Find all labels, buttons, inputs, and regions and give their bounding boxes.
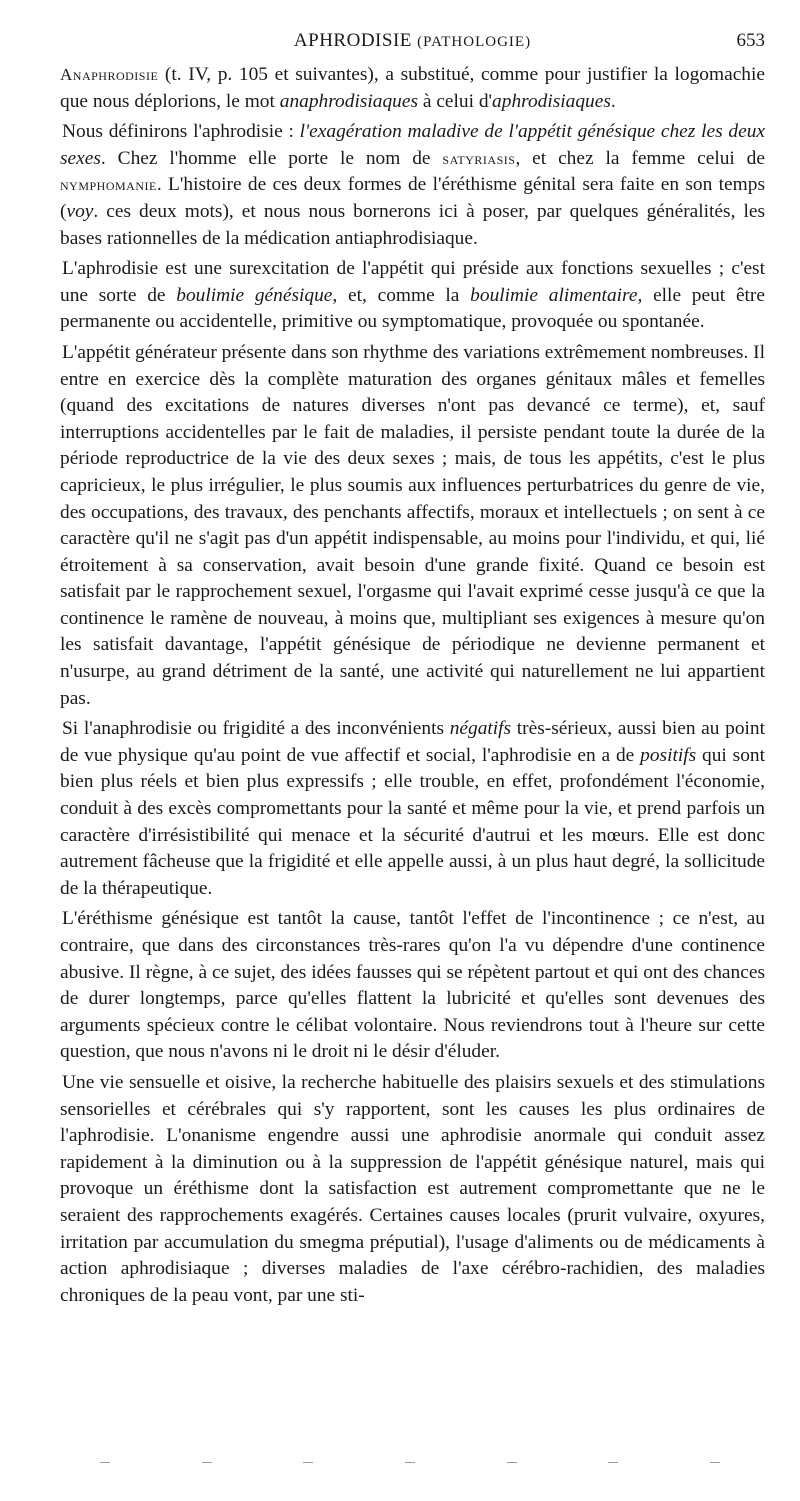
italic-phrase: aphrodisiaques bbox=[492, 90, 611, 112]
text-run: , elle peut être permanente ou accidentelle, primitive ou symptomatique, provoquée ou spontanée. bbox=[60, 284, 765, 333]
text-run: (t. IV, p. 105 et suivantes), a substitué, comme pour justifier la logomachie que nous déplorions, le mot bbox=[60, 64, 765, 112]
text-run: . Chez l'homme elle porte le nom de bbox=[100, 147, 443, 169]
text-run: L'appétit générateur présente dans son rhythme des variations extrêmement nombreuses. Il entre en exercice dès la complète maturation des organes génitaux mâles et femelles (quand des excitations de natures diverses n'ont pas devancé ce terme), et, sauf interruptions accidentelles par le fait de maladies, il persiste pendant toute la durée de la période reproductrice de la vie des deux sexes ; mais, de tous les appétits, c'est le plus capricieux, le plus irrégulier, le plus soumis aux influences perturbatrices du genre de vie, des occupations, des travaux, des penchants affectifs, moraux et intellectuels ; on sent à ce caractère qu'il ne s'agit pas d'un appétit indispensable, au moins pour l'individu, et qui, lié étroitement à sa conservation, avait besoin d'une grande fixité. Quand ce besoin est satisfait par le rapprochement sexuel, l'orgasme qui l'avait exprimé cesse jusqu'à ce que la continence le ramène de nouveau, à moins que, multipliant ses exigences à mesure qu'on les satisfait davantage, l'appétit génésique de périodique ne devienne permanent et n'usurpe, au grand détriment de la santé, une activité qui naturellement ne lui appartient pas. bbox=[60, 341, 765, 709]
running-title bbox=[60, 30, 765, 52]
bottom-scan-marks bbox=[100, 1462, 720, 1466]
text-run: , et, comme la bbox=[332, 284, 471, 306]
italic-phrase: négatifs bbox=[449, 718, 512, 740]
text-run: qui sont bien plus réels et bien plus expressifs ; elle trouble, en effet, profondément l'économie, conduit à des excès compromettants pour la santé et même pour la vie, et prend parfois un caractère d'irrésistibilité qui menace et la sécurité d'autrui et les mœurs. Elle est donc autrement fâcheuse que la frigidité et elle appelle aussi, à un plus haut degré, la sollicitude de la thérapeutique. bbox=[60, 744, 765, 899]
italic-phrase: boulimie génésique bbox=[176, 284, 333, 306]
paragraph bbox=[60, 906, 765, 1066]
scan-mark bbox=[100, 1462, 110, 1463]
text-run: . L'histoire de ces deux formes de l'éréthisme génital sera faite en son temps ( bbox=[60, 174, 765, 222]
paragraph bbox=[60, 256, 765, 336]
italic-phrase: l'exagération maladive de l'appétit génésique chez les deux sexes bbox=[60, 121, 765, 169]
text-run: Si l'anaphrodisie ou frigidité a des inconvénients bbox=[62, 718, 450, 740]
small-caps-term: satyriasis bbox=[442, 148, 516, 168]
paragraph bbox=[60, 119, 765, 252]
italic-phrase: voy bbox=[66, 200, 94, 222]
italic-phrase: boulimie alimentaire bbox=[470, 284, 638, 306]
scan-mark bbox=[202, 1462, 212, 1463]
paragraph bbox=[60, 716, 765, 902]
text-run: L'aphrodisie est une surexcitation de l'appétit qui préside aux fonctions sexuelles ; c'est une sorte de bbox=[60, 258, 765, 306]
small-caps-term: Anaphrodisie bbox=[60, 65, 159, 84]
paragraph bbox=[60, 62, 765, 115]
header-title: APHRODISIE bbox=[293, 30, 412, 51]
text-run: Une vie sensuelle et oisive, la recherche habituelle des plaisirs sexuels et des stimulations sensorielles et cérébrales qui s'y rapportent, sont les causes les plus ordinaires de l'aphrodisie. L'onanisme engendre aussi une aphrodisie anormale qui conduit assez rapidement à la diminution ou à la suppression de l'appétit génésique naturel, mais qui provoque un éréthisme dont la satisfaction est autrement compromettante que ne le seraient des rapprochements exagérés. Certaines causes locales (prurit vulvaire, oxyures, irritation par accumulation du smegma préputial), l'usage d'aliments ou de médicaments à action aphrodisiaque ; diverses maladies de l'axe cérébro-rachidien, des maladies chroniques de la peau vont, par une sti- bbox=[60, 1071, 765, 1306]
running-head bbox=[60, 30, 765, 60]
scan-mark bbox=[608, 1462, 618, 1463]
scan-mark bbox=[405, 1462, 415, 1463]
text-run: Nous définirons l'aphrodisie : bbox=[62, 121, 300, 143]
body-text bbox=[60, 62, 765, 1313]
header-subtitle: (PATHOLOGIE) bbox=[417, 34, 532, 50]
italic-phrase: anaphrodisiaques bbox=[279, 90, 419, 112]
text-run: . ces deux mots), et nous nous bornerons ici à poser, par quelques généralités, les bases rationnelles de la médication antiaphrodisiaque. bbox=[60, 200, 765, 249]
scan-mark bbox=[507, 1462, 517, 1463]
text-run: . bbox=[610, 90, 616, 112]
small-caps-term: nymphomanie bbox=[60, 175, 157, 195]
text-run: à celui d' bbox=[418, 90, 493, 112]
paragraph bbox=[60, 1070, 765, 1309]
scan-mark bbox=[303, 1462, 313, 1463]
scan-mark bbox=[710, 1462, 720, 1463]
page-number: 653 bbox=[736, 30, 765, 51]
italic-phrase: positifs bbox=[640, 744, 697, 766]
paragraph bbox=[60, 340, 765, 712]
text-run: L'éréthisme génésique est tantôt la cause, tantôt l'effet de l'incontinence ; ce n'est, au contraire, que dans des circonstances très-rares qu'on l'a vu dépendre d'une continence abusive. Il règne, à ce sujet, des idées fausses qui se répètent partout et qui ont des chances de durer longtemps, parce qu'elles flattent la lubricité et qu'elles sont devenues des arguments spécieux contre le célibat volontaire. Nous reviendrons tout à l'heure sur cette question, que nous n'avons ni le droit ni le désir d'éluder. bbox=[60, 908, 765, 1063]
text-run: très-sérieux, aussi bien au point de vue physique qu'au point de vue affectif et social, l'aphrodisie en a de bbox=[60, 718, 765, 766]
text-run: , et chez la femme celui de bbox=[515, 147, 765, 169]
